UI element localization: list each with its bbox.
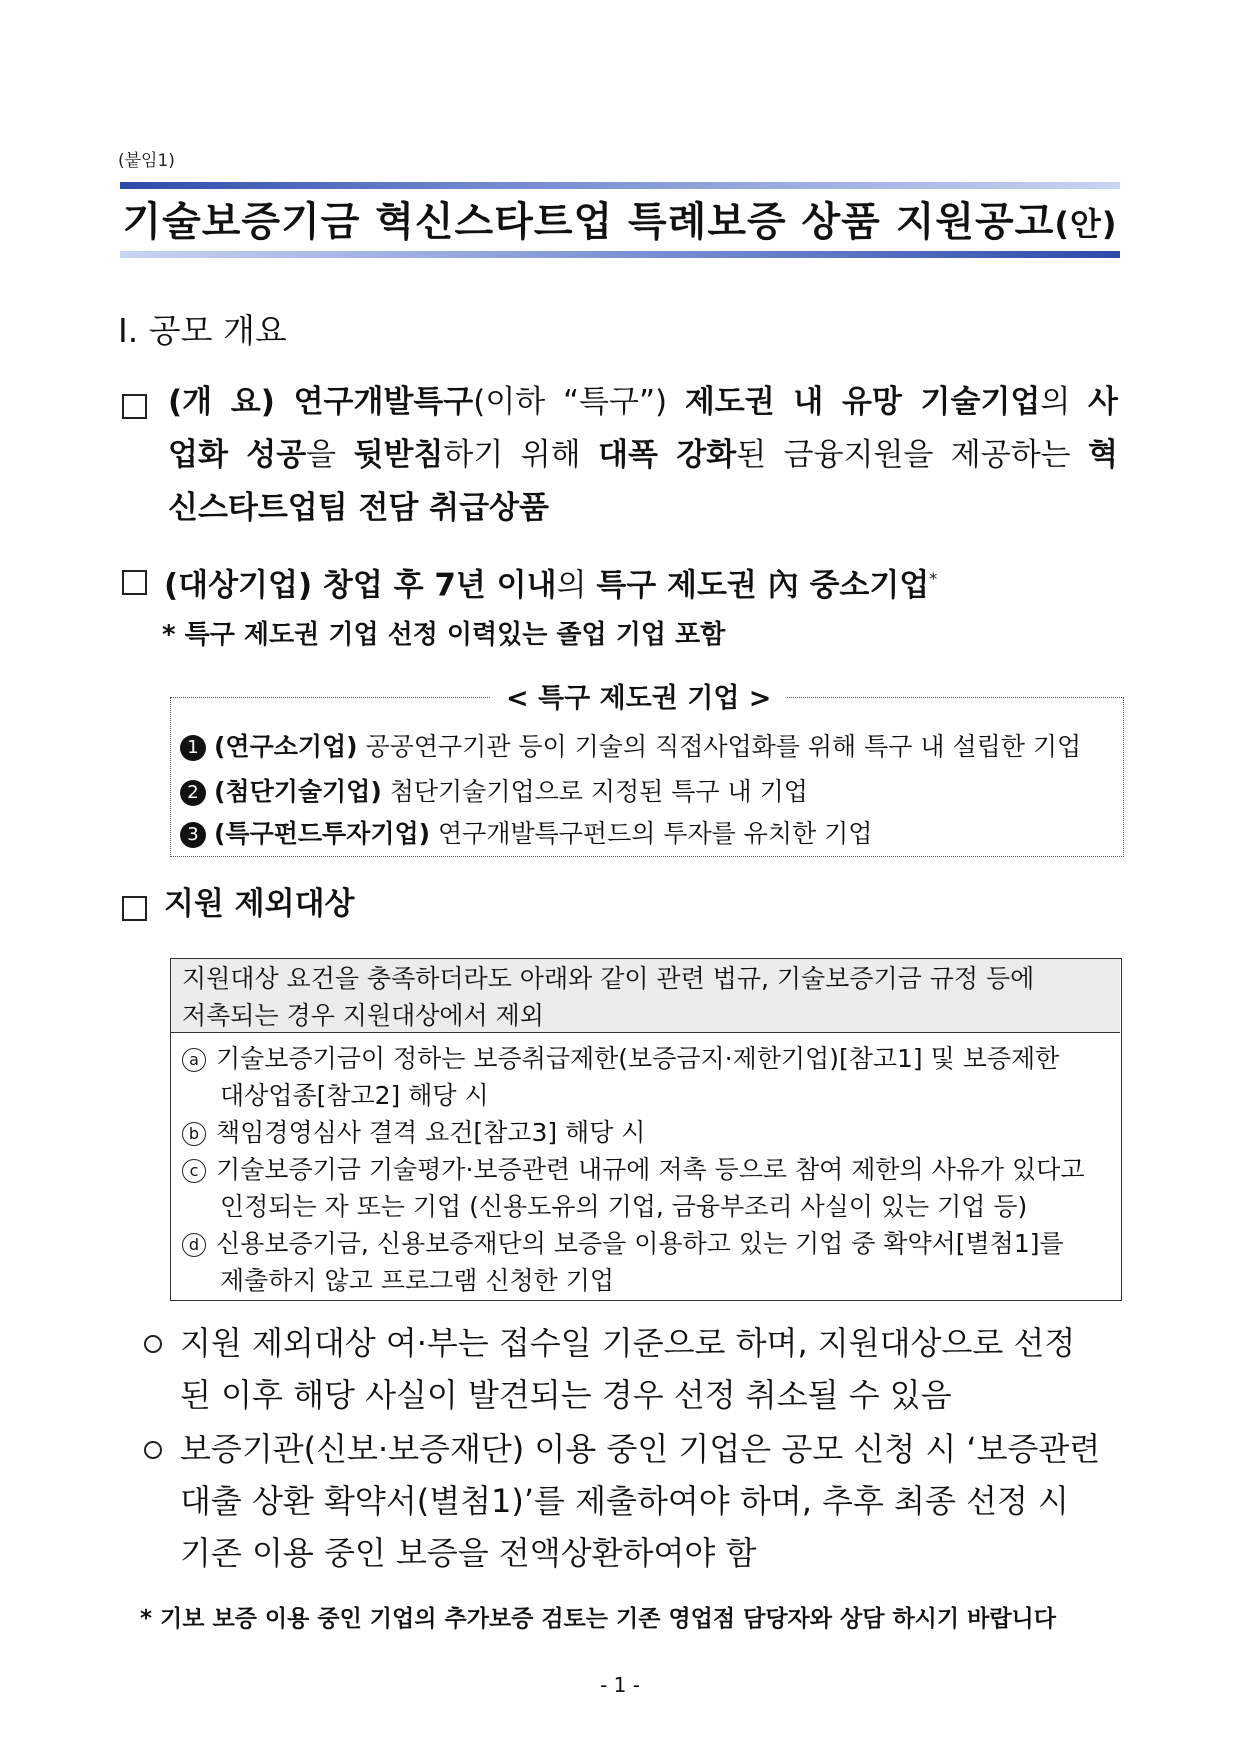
number-badge-icon: 1: [180, 735, 206, 761]
bold-text-run: 업화 성공: [168, 437, 307, 473]
bold-text-run: 뒷받침: [353, 437, 444, 473]
special-zone-item-label: (첨단기술기업): [214, 777, 382, 806]
exclusion-item-continuation: 대상업종[참고2] 해당 시: [220, 1081, 489, 1110]
exclusion-intro-line: 지원대상 요건을 충족하더라도 아래와 같이 관련 법규, 기술보증기금 규정 등에: [182, 964, 1035, 993]
exclusion-item: b 책임경영심사 결격 요건[참고3] 해당 시: [182, 1114, 645, 1151]
text-run: 의: [1040, 384, 1089, 420]
text-run: 을: [306, 437, 354, 473]
special-zone-item-text: 공공연구기관 등이 기술의 직접사업화를 위해 특구 내 설립한 기업: [365, 732, 1082, 761]
section-heading: Ⅰ. 공모 개요: [118, 311, 287, 350]
circled-letter-icon: d: [182, 1233, 206, 1257]
overview-paragraph: [168, 376, 1118, 535]
remark-line: 된 이후 해당 사실이 발견되는 경우 선정 취소될 수 있음: [180, 1376, 952, 1414]
number-badge-icon: 3: [180, 822, 206, 848]
footnote: * 기보 보증 이용 중인 기업의 추가보증 검토는 기존 영업점 담당자와 상담 하시기 바랍니다: [140, 1606, 1056, 1632]
checkbox-bullet-overview: [122, 394, 147, 419]
circled-letter-icon: c: [182, 1159, 206, 1183]
remark-line: 지원 제외대상 여·부는 접수일 기준으로 하며, 지원대상으로 선정: [180, 1324, 1076, 1362]
circled-letter-icon: b: [182, 1122, 206, 1146]
bold-text-run: 대폭 강화: [598, 437, 737, 473]
target-footnote-mark: *: [929, 569, 938, 588]
bold-text-run: 제도권 내 유망 기술기업: [684, 384, 1041, 420]
special-zone-item-text: 첨단기술기업으로 지정된 특구 내 기업: [389, 777, 808, 806]
document-title-text: 기술보증기금 혁신스타트업 특례보증 상품 지원공고: [122, 199, 1055, 245]
exclusion-item: c 기술보증기금 기술평가·보증관련 내규에 저촉 등으로 참여 제한의 사유가 있다고: [182, 1151, 1084, 1188]
circle-bullet-icon: [144, 1441, 162, 1459]
remark-line: 기존 이용 중인 보증을 전액상환하여야 함: [180, 1534, 757, 1572]
overview-line: [168, 482, 1118, 535]
text-run: 하기 위해: [443, 437, 599, 473]
circle-bullet-icon: [144, 1335, 162, 1353]
bold-text-run: 특구 제도권 內 중소기업: [596, 567, 930, 604]
overview-line: [168, 376, 1118, 429]
attachment-label: (붙임1): [118, 151, 175, 171]
overview-line: [168, 429, 1118, 482]
title-top-bar: [120, 182, 1120, 189]
special-zone-item: [180, 727, 1081, 763]
text-run: 된 금융지원을 제공하는: [736, 437, 1089, 473]
document-title: [120, 193, 1120, 251]
special-zone-item-label: (특구펀드투자기업): [214, 819, 431, 848]
special-zone-box-title: < 특구 제도권 기업 >: [490, 676, 787, 715]
bold-text-run: (개 요) 연구개발특구: [168, 384, 474, 420]
checkbox-bullet-target: [122, 570, 147, 595]
exclusion-heading: 지원 제외대상: [164, 886, 355, 922]
document-title-suffix: (안): [1054, 205, 1118, 243]
bold-text-run: 혁: [1088, 437, 1118, 473]
page-number: - 1 -: [600, 1673, 640, 1697]
special-zone-item: [180, 772, 808, 808]
remark-line: 대출 상환 확약서(별첨1)’를 제출하여야 하며, 추후 최종 선정 시: [180, 1482, 1069, 1520]
exclusion-item-continuation: 제출하지 않고 프로그램 신청한 기업: [220, 1266, 615, 1295]
bold-text-run: 신스타트업팀 전담 취급상품: [168, 490, 549, 526]
exclusion-item-continuation: 인정되는 자 또는 기업 (신용도유의 기업, 금융부조리 사실이 있는 기업 등): [220, 1192, 1028, 1221]
exclusion-item: a 기술보증기금이 정하는 보증취급제한(보증금지·제한기업)[참고1] 및 보증제한: [182, 1040, 1059, 1077]
title-bottom-bar: [120, 251, 1120, 258]
target-note: * 특구 제도권 기업 선정 이력있는 졸업 기업 포함: [162, 620, 726, 650]
special-zone-item-label: (연구소기업): [214, 732, 358, 761]
exclusion-intro-line: 저촉되는 경우 지원대상에서 제외: [182, 1001, 544, 1030]
text-run: (이하 “특구”): [473, 384, 685, 420]
circled-letter-icon: a: [182, 1048, 206, 1072]
special-zone-item: [180, 814, 872, 850]
special-zone-item-text: 연구개발특구펀드의 투자를 유치한 기업: [438, 819, 873, 848]
exclusion-item: d 신용보증기금, 신용보증재단의 보증을 이용하고 있는 기업 중 확약서[별첨1]를: [182, 1225, 1064, 1262]
checkbox-bullet-exclusion: [122, 896, 147, 921]
text-run: 의: [556, 567, 597, 604]
remark-line: 보증기관(신보·보증재단) 이용 중인 기업은 공모 신청 시 ‘보증관련: [180, 1430, 1101, 1468]
number-badge-icon: 2: [180, 780, 206, 806]
bold-text-run: 사: [1088, 384, 1118, 420]
target-paragraph: [164, 552, 937, 612]
bold-text-run: (대상기업) 창업 후 7년 이내: [164, 567, 557, 604]
